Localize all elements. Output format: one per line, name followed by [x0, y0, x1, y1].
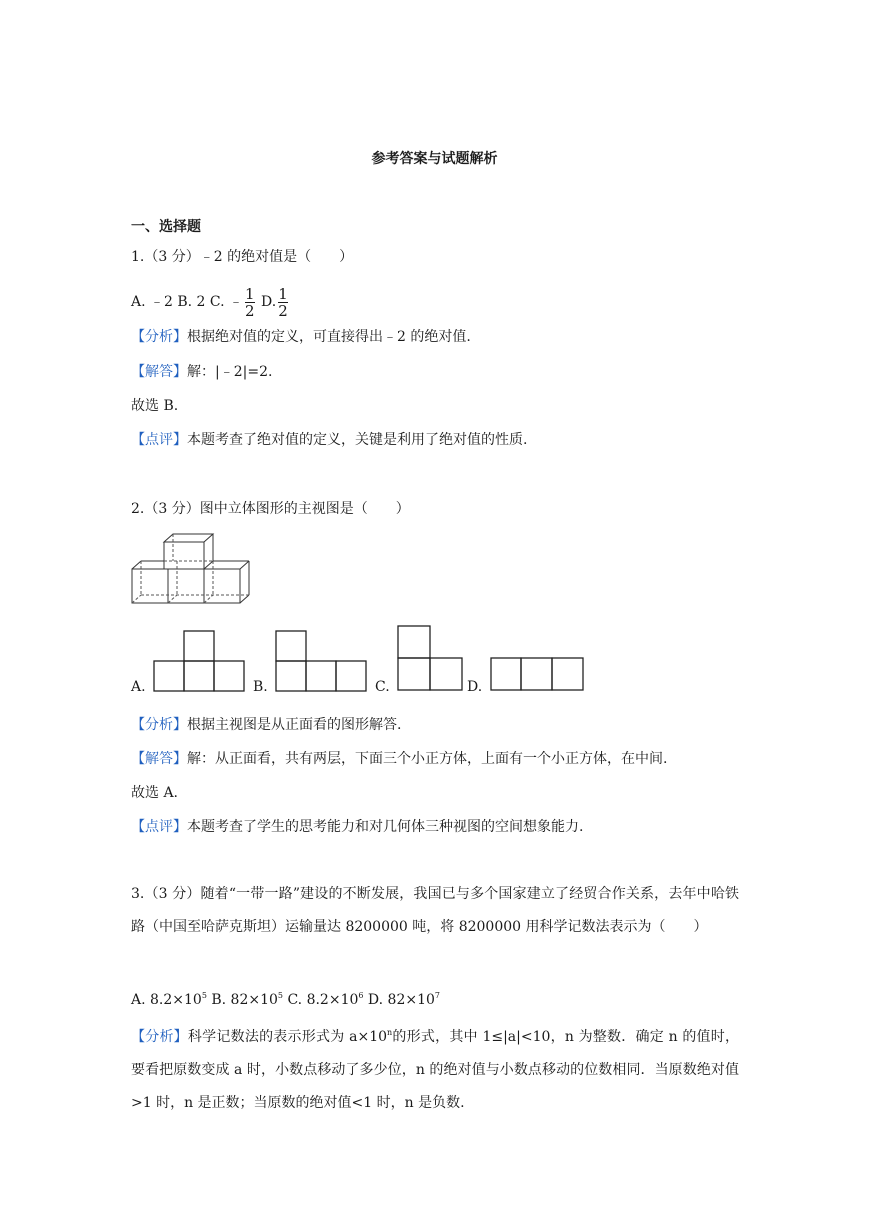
exponent: 5	[277, 991, 284, 1000]
fraction-denominator: 2	[245, 301, 255, 320]
q2-option-d-figure	[490, 657, 584, 691]
q2-stem: 2.（3 分）图中立体图形的主视图是（ ）	[131, 501, 410, 517]
exponent: 7	[434, 991, 441, 1000]
analysis-text-2: 的形式，其中 1≤|a|<10，n 为整数．确定 n 的值时，要看把原数变成 a 时，小数点移动了多少位，n 的绝对值与小数点移动的位数相同．当原数绝对值>1 时，n 是正数；当原数的绝对值<1 时，n 是负数.	[131, 1029, 740, 1111]
q1-options-text: A. ﹣2 B. 2 C. ﹣	[131, 294, 244, 310]
answer-text: 解：|﹣2|=2.	[187, 364, 273, 380]
q2-answer	[131, 749, 667, 769]
q2-analysis	[131, 715, 401, 735]
analysis-tag: 【分析】	[131, 717, 187, 733]
q1-analysis	[131, 327, 471, 347]
q2-option-b-figure	[275, 630, 367, 692]
q2-choice: 故选 A.	[131, 785, 179, 801]
fraction-numerator: 1	[245, 284, 255, 303]
q1-fraction-c	[245, 286, 255, 319]
fraction-denominator: 2	[278, 301, 288, 320]
section-heading: 一、选择题	[131, 219, 201, 235]
analysis-tag: 【分析】	[131, 1029, 188, 1045]
answer-text: 解：从正面看，共有两层，下面三个小正方体，上面有一个小正方体，在中间.	[187, 751, 668, 767]
page-title: 参考答案与试题解析	[371, 151, 498, 167]
analysis-text: 根据绝对值的定义，可直接得出﹣2 的绝对值.	[187, 329, 471, 345]
exponent: 6	[358, 991, 364, 1000]
q2-option-b-label: B.	[253, 679, 268, 695]
cube-3d-figure	[128, 530, 252, 608]
q1-options	[131, 284, 290, 320]
comment-tag: 【点评】	[131, 819, 187, 835]
comment-text: 本题考查了绝对值的定义，关键是利用了绝对值的性质.	[187, 432, 528, 448]
comment-tag: 【点评】	[131, 432, 187, 448]
comment-text: 本题考查了学生的思考能力和对几何体三种视图的空间想象能力.	[187, 819, 584, 835]
q3-option-b: B. 82×10	[206, 992, 278, 1008]
q2-option-c-label: C.	[375, 679, 390, 695]
q2-option-d-label: D.	[467, 679, 483, 695]
q3-option-c: C. 8.2×10	[283, 992, 359, 1008]
q2-option-a-label: A.	[131, 679, 146, 695]
q2-option-c-figure	[397, 625, 463, 691]
exponent: 5	[201, 991, 207, 1000]
q3-stem: 3.（3 分）随着“一带一路”建设的不断发展，我国已与多个国家建立了经贸合作关系，去年中哈铁路（中国至哈萨克斯坦）运输量达 8200000 吨，将 8200000 用科学记数法表示为（ ）	[131, 886, 739, 935]
answer-tag: 【解答】	[131, 364, 187, 380]
q3-analysis	[131, 1016, 739, 1120]
q1-choice: 故选 B.	[131, 398, 179, 414]
q2-option-a-figure	[153, 630, 245, 692]
fraction-numerator: 1	[278, 284, 288, 303]
q3-options	[131, 986, 440, 1010]
q1-stem: 1.（3 分）﹣2 的绝对值是（ ）	[131, 249, 354, 265]
q1-fraction-d	[278, 286, 288, 319]
q3-option-d: D. 82×10	[363, 992, 435, 1008]
analysis-text-1: 科学记数法的表示形式为 a×10	[187, 1029, 388, 1045]
analysis-text: 根据主视图是从正面看的图形解答.	[187, 717, 402, 733]
q1-comment	[131, 430, 527, 450]
q2-comment	[131, 817, 583, 837]
exponent: n	[387, 1028, 393, 1037]
q3-option-a: A. 8.2×10	[131, 992, 202, 1008]
q1-answer	[131, 362, 272, 382]
q1-option-d-label: D.	[256, 294, 277, 310]
analysis-tag: 【分析】	[131, 329, 187, 345]
answer-tag: 【解答】	[131, 751, 187, 767]
